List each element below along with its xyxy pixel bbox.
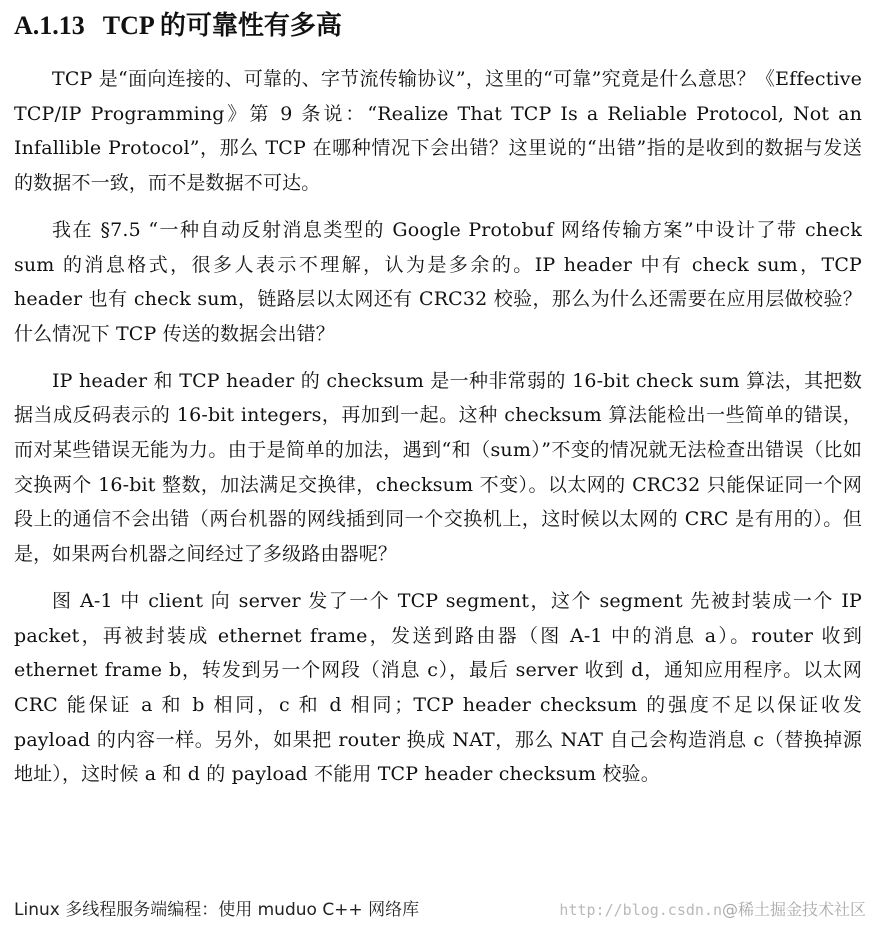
section-heading: [14, 10, 862, 42]
section-number: A.1.13: [14, 11, 85, 40]
watermark-community: @稀土掘金技术社区: [721, 900, 866, 919]
paragraph-router-example: 图 A-1 中 client 向 server 发了一个 TCP segment，这个 segment 先被封装成一个 IP packet，再被封装成 ethernet frame，发送到路由器（图 A-1 中的消息 a）。router 收到 ethernet frame b，转发到另一个网段（消息 c），最后 server 收到 d，通知应用程序。以太网 CRC 能保证 a 和 b 相同，c 和 d 相同；TCP header checksum 的强度不足以保证收发 payload 的内容一样。另外，如果把 router 换成 NAT，那么 NAT 自己会构造消息 c（替换掉源地址），这时候 a 和 d 的 payload 不能用 TCP header checksum 校验。: [14, 589, 862, 786]
paragraph-checksum-weakness: IP header 和 TCP header 的 checksum 是一种非常弱的 16-bit check sum 算法，其把数据当成反码表示的 16-bit integers，再加到一起。这种 checksum 算法能检出一些简单的错误，而对某些错误无能为力。由于是简单的加法，遇到“和（sum）”不变的情况就无法检查出错误（比如交换两个 16-bit 整数，加法满足交换律，checksum 不变）。以太网的 CRC32 只能保证同一个网段上的通信不会出错（两台机器的网线插到同一个交换机上，这时候以太网的 CRC 是有用的）。但是，如果两台机器之间经过了多级路由器呢？: [14, 369, 862, 566]
watermark-url: http://blog.csdn.n: [559, 901, 722, 919]
paragraph-tcp-reliability-definition: TCP 是“面向连接的、可靠的、字节流传输协议”，这里的“可靠”究竟是什么意思？《Effective TCP/IP Programming》第 9 条说：“Realize That TCP Is a Reliable Protocol, Not an Infallible Protocol”，那么 TCP 在哪种情况下会出错？这里说的“出错”指的是收到的数据与发送的数据不一致，而不是数据不可达。: [14, 68, 862, 195]
watermark: [559, 898, 866, 922]
paragraph-checksum-message-format: 我在 §7.5 “一种自动反射消息类型的 Google Protobuf 网络传输方案”中设计了带 check sum 的消息格式，很多人表示不理解，认为是多余的。IP header 中有 check sum，TCP header 也有 check sum，链路层以太网还有 CRC32 校验，那么为什么还需要在应用层做校验？什么情况下 TCP 传送的数据会出错？: [14, 218, 862, 345]
running-footer-book-title: Linux 多线程服务端编程：使用 muduo C++ 网络库: [14, 900, 420, 920]
section-title: TCP 的可靠性有多高: [102, 11, 342, 40]
